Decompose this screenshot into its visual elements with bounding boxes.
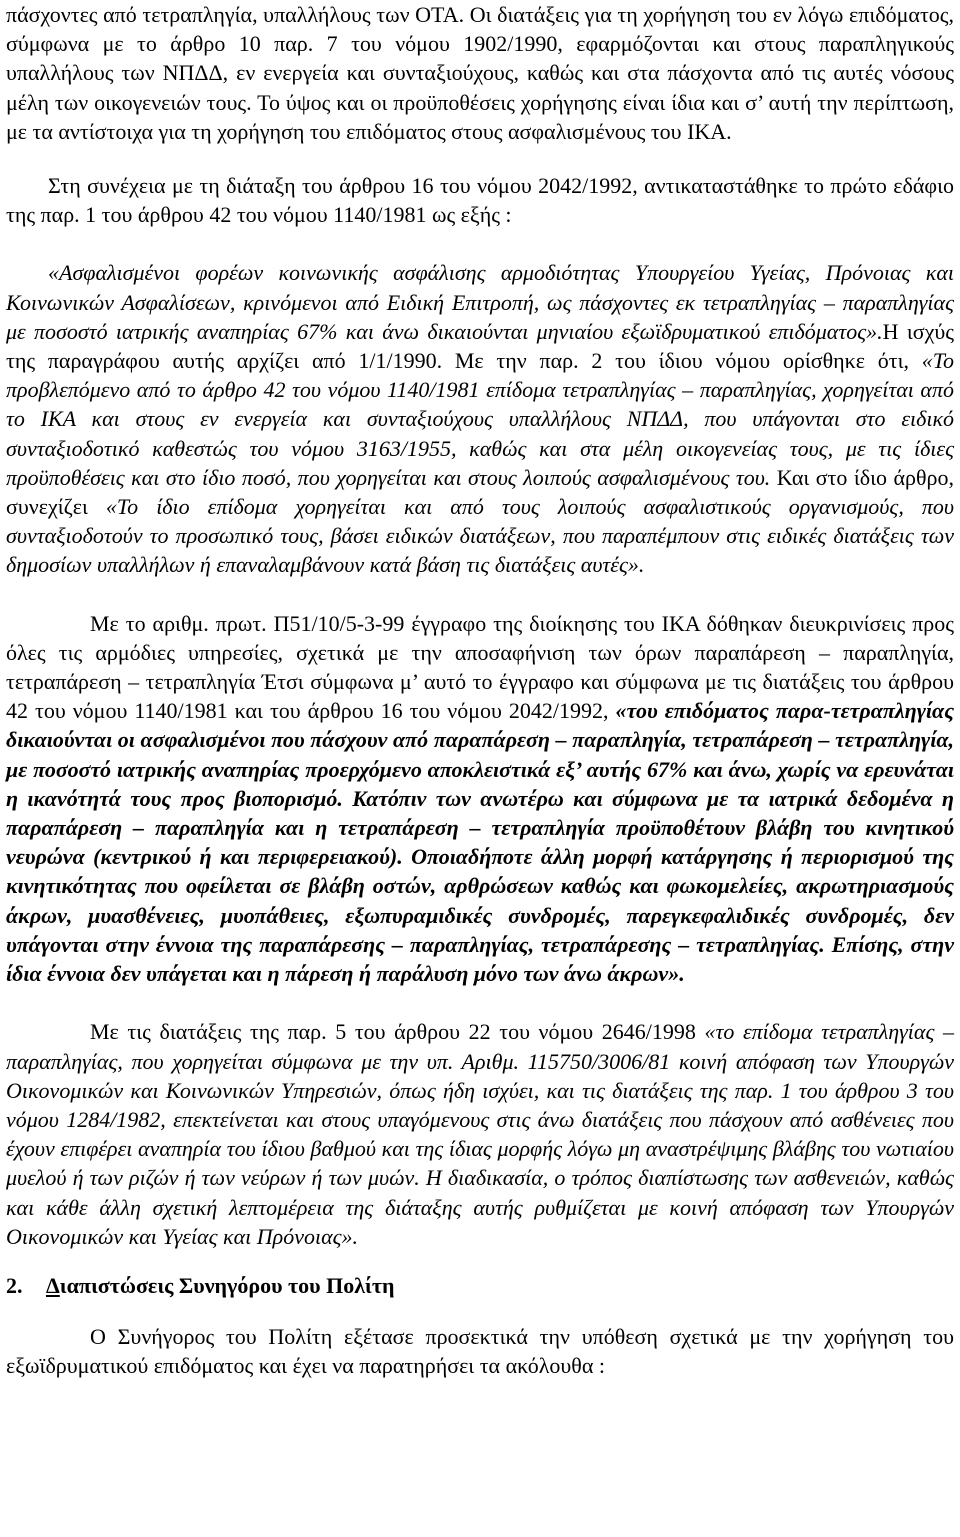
- paragraph-continuation: [6, 0, 954, 146]
- quote-text: «Ασφαλισμένοι φορέων κοινωνικής ασφάλισης αρμοδιότητας Υπουργείου Υγείας, Πρόνοιας και Κοινωνικών Ασφαλίσεων, κρινόμενοι από Ειδική Επιτροπή, ως πάσχοντες εκ τετραπληγίας – παραπληγίας με ποσοστό ιατρικής αναπηρίας 67% και άνω δικαιούνται μηνιαίου εξωϊδρυματικού επιδόματος».: [6, 260, 954, 344]
- paragraph-quoted-provision: [6, 258, 954, 579]
- bold-quote-text: «του επιδόματος παρα-τετραπληγίας δικαιούνται οι ασφαλισμένοι που πάσχουν από παραπάρεση – παραπληγία, τετραπάρεση – τετραπληγία, με ποσοστό ιατρικής αναπηρίας προερχόμενο αποκλειστικά εξ’ αυτής 67% και άνω, χωρίς να ερευνάται η ικανότητά τους προς βιοπορισμό. Κατόπιν των ανωτέρω και σύμφωνα με τα ιατρικά δεδομένα η παραπάρεση – παραπληγία και η τετραπάρεση – τετραπληγία προϋποθέτουν βλάβη του κινητικού νευρώνα (κεντρικού ή και περιφερειακού). Οποιαδήποτε άλλη μορφή κατάργησης ή περιορισμού της κινητικότητας που οφείλεται σε βλάβη οστών, αρθρώσεων καθώς και φωκομελείες, ακρωτηριασμούς άκρων, μυασθένειες, μυοπάθειες, εξωπυραμιδικές συνδρομές, παρεγκεφαλιδικές συνδρομές, δεν υπάγονται στην έννοια της παραπάρεσης – παραπληγίας, τετραπάρεσης – τετραπληγίας. Επίσης, στην ίδια έννοια δεν υπάγεται και η πάρεση ή παράλυση μόνο των άνω άκρων».: [6, 698, 954, 987]
- paragraph-ombudsman: [6, 1322, 954, 1380]
- paragraph-text: πάσχοντες από τετραπληγία, υπαλλήλους των ΟΤΑ. Οι διατάξεις για τη χορήγηση του εν λόγω επιδόματος, σύμφωνα με το άρθρο 10 παρ. 7 του νόμου 1902/1990, εφαρμόζονται και στους παραπληγικούς υπαλλήλους των ΝΠΔΔ, εν ενεργεία και συνταξιούχους, καθώς και στα πάσχοντα από τις αυτές νόσους μέλη των οικογενειών τους. Το ύψος και οι προϋποθέσεις χορήγησης είναι ίδια και σ’ αυτή την περίπτωση, με τα αντίστοιχα για τη χορήγηση του επιδόματος στους ασφαλισμένους του ΙΚΑ.: [6, 2, 954, 144]
- section-title: [46, 1273, 394, 1298]
- paragraph-text: Ο Συνήγορος του Πολίτη εξέτασε προσεκτικά την υπόθεση σχετικά με την χορήγηση του εξωϊδρυματικού επιδόματος και έχει να παρατηρήσει τα ακόλουθα :: [6, 1323, 954, 1379]
- paragraph-text: Με τις διατάξεις της παρ. 5 του άρθρου 22 του νόμου 2646/1998: [90, 1019, 705, 1045]
- section-title-initial: Δ: [46, 1272, 60, 1298]
- quote-text: «Το ίδιο επίδομα χορηγείται και από τους λοιπούς ασφαλιστικούς οργανισμούς, που συνταξιοδοτούν το προσωπικό τους, βάσει ειδικών διατάξεων, που παραπέμπουν στις ειδικές διατάξεις των δημοσίων υπαλλήλων ή επαναλαμβάνουν κατά βάση τις διατάξεις αυτές».: [6, 494, 954, 578]
- paragraph-text: Στη συνέχεια με τη διάταξη του άρθρου 16 του νόμου 2042/1992, αντικαταστάθηκε το πρώτο εδάφιο της παρ. 1 του άρθρου 42 του νόμου 1140/1981 ως εξής :: [6, 173, 954, 228]
- paragraph-amendment: [6, 171, 954, 229]
- paragraph-text: Η ισχύς της παραγράφου αυτής αρχίζει από 1/1/1990. Με την παρ. 2 του ίδιου νόμου ορίσθηκε ότι,: [6, 318, 954, 374]
- quote-text: «Το προβλεπόμενο από το άρθρο 42 του νόμου 1140/1981 επίδομα τετραπληγίας – παραπληγίας, χορηγείται από το ΙΚΑ και στους εν ενεργεία και συνταξιούχους υπαλλήλους ΝΠΔΔ, που υπάγονται στο ειδικό συνταξιοδοτικό καθεστώς του νόμου 3163/1955, καθώς και στα μέλη οικογενείας τους, με τις ίδιες προϋποθέσεις και στο ίδιο ποσό, που χορηγείται και στους λοιπούς ασφαλισμένους του.: [6, 348, 954, 490]
- quote-text: «το επίδομα τετραπληγίας – παραπληγίας, που χορηγείται σύμφωνα με την υπ. Αριθμ. 115750/3006/81 κοινή απόφαση των Υπουργών Οικονομικών και Κοινωνικών Υπηρεσιών, όπως ήδη ισχύει, και τις διατάξεις της παρ. 1 του άρθρου 3 του νόμου 1284/1982, επεκτείνεται και στους υπαγόμενους στις άνω διατάξεις που πάσχουν από ασθένειες που έχουν επιφέρει αναπηρία του ίδιου βαθμού και της ίδιας μορφής λόγω μη αναστρέψιμης βλάβης του νωτιαίου μυελού ή των ριζών ή των νεύρων ή των μυών. Η διαδικασία, ο τρόπος διαπίστωσης των ασθενειών, καθώς και κάθε άλλη σχετική λεπτομέρεια της διάταξης αυτής ρυθμίζεται με κοινή απόφαση των Υπουργών Οικονομικών και Υγείας και Πρόνοιας».: [6, 1019, 954, 1249]
- section-number: 2.: [6, 1272, 23, 1298]
- paragraph-text: Και στο ίδιο άρθρο, συνεχίζει: [6, 464, 954, 520]
- paragraph-text: Με το αριθμ. πρωτ. Π51/10/5-3-99 έγγραφο της διοίκησης του ΙΚΑ δόθηκαν διευκρινίσεις προς όλες τις αρμόδιες υπηρεσίες, σχετικά με την αποσαφήνιση των όρων παραπάρεση – παραπληγία, τετραπάρεση – τετραπληγία Έτσι σύμφωνα μ’ αυτό το έγγραφο και σύμφωνα με τις διατάξεις του άρθρου 42 του νόμου 1140/1981 και του άρθρου 16 του νόμου 2042/1992,: [6, 610, 954, 724]
- section-title-rest: ιαπιστώσεις Συνηγόρου του Πολίτη: [59, 1272, 395, 1298]
- paragraph-law-2646: [6, 1017, 954, 1251]
- section-heading: [6, 1271, 954, 1300]
- paragraph-ika-document: [6, 609, 954, 989]
